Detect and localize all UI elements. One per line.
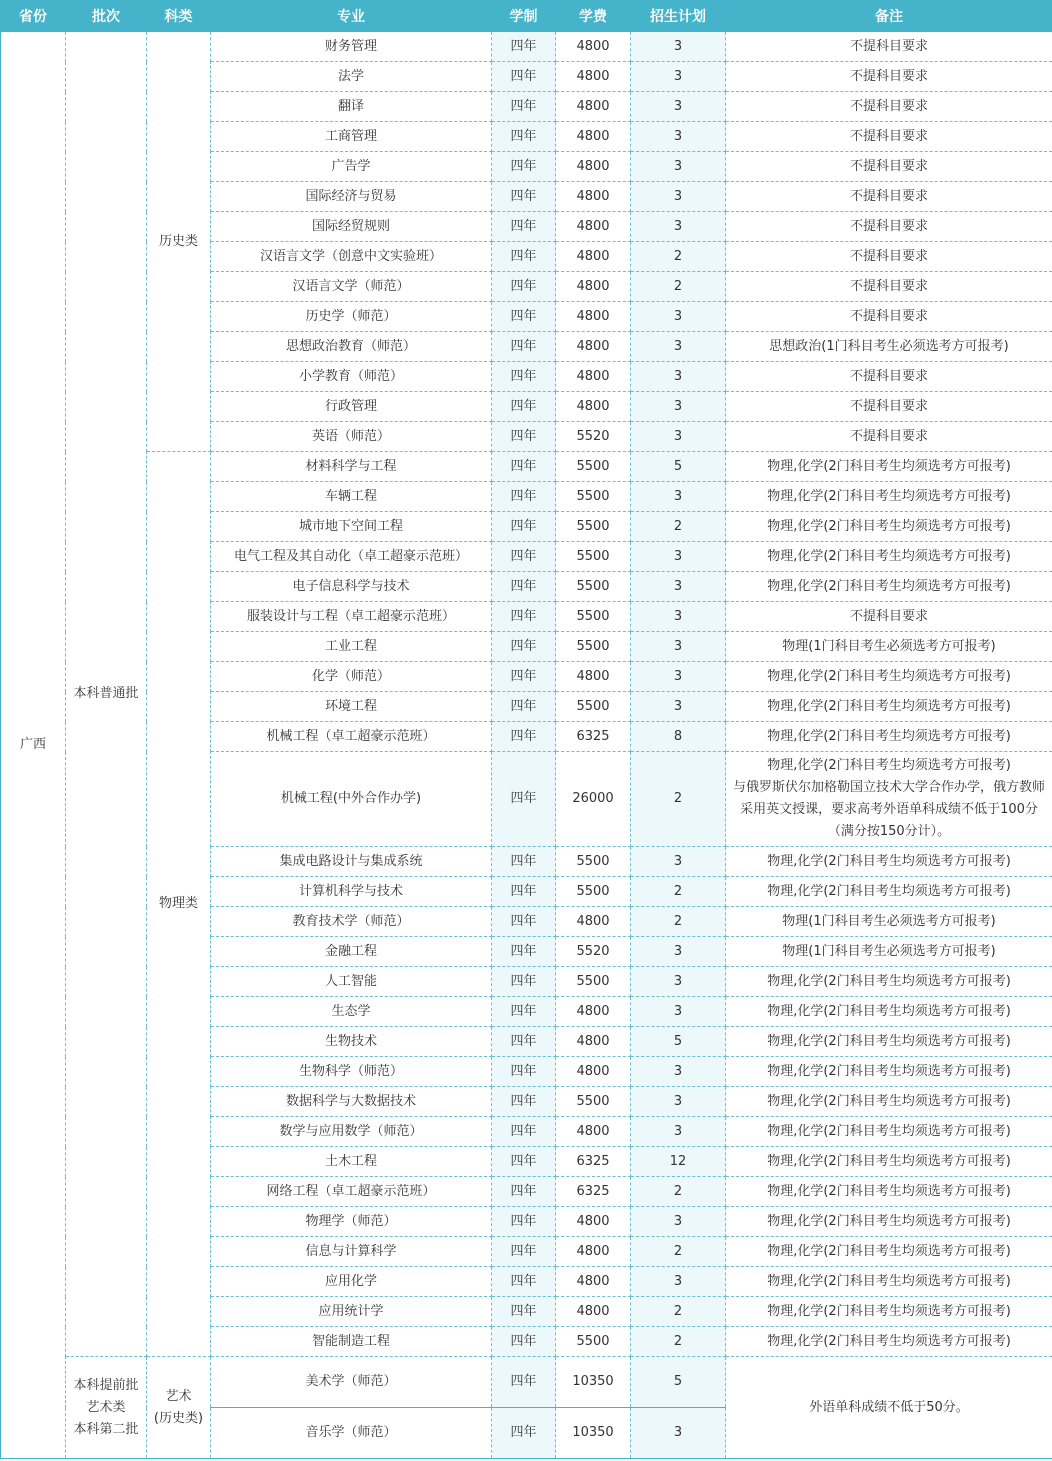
major-cell: 生物科学（师范）: [211, 1057, 492, 1087]
major-cell: 法学: [211, 62, 492, 92]
years-cell: 四年: [492, 1087, 556, 1117]
note-cell-multiline-line: 物理,化学(2门科目考生均须选考方可报考): [767, 758, 1011, 773]
plan-cell: 2: [631, 1327, 726, 1357]
plan-cell: 3: [631, 392, 726, 422]
plan-cell: 3: [631, 1207, 726, 1237]
fee-cell: 4800: [556, 32, 631, 62]
note-cell: 思想政治(1门科目考生必须选考方可报考): [726, 332, 1052, 362]
years-cell: 四年: [492, 1117, 556, 1147]
fee-cell: 5500: [556, 877, 631, 907]
major-cell: 生物技术: [211, 1027, 492, 1057]
fee-cell: 5500: [556, 452, 631, 482]
batch-art-cell-line: 艺术类: [86, 1399, 126, 1415]
plan-cell: 3: [631, 332, 726, 362]
plan-cell: 3: [631, 662, 726, 692]
plan-cell: 3: [631, 212, 726, 242]
major-cell: 广告学: [211, 152, 492, 182]
years-cell: 四年: [492, 122, 556, 152]
major-cell: 物理学（师范）: [211, 1207, 492, 1237]
plan-cell: 3: [631, 152, 726, 182]
note-cell: 不提科目要求: [726, 212, 1052, 242]
header-plan: 招生计划: [631, 1, 726, 32]
batch-art-cell: [66, 1357, 147, 1459]
note-cell: 物理,化学(2门科目考生均须选考方可报考): [726, 662, 1052, 692]
fee-cell: 4800: [556, 997, 631, 1027]
batch-art-cell-line: 本科提前批: [73, 1377, 139, 1393]
plan-cell: 3: [631, 422, 726, 452]
plan-cell: 3: [631, 1267, 726, 1297]
fee-cell: 5500: [556, 572, 631, 602]
years-cell: 四年: [492, 182, 556, 212]
note-cell: 物理,化学(2门科目考生均须选考方可报考): [726, 1237, 1052, 1267]
fee-cell: 26000: [556, 752, 631, 847]
batch-art-cell-line: 本科第二批: [73, 1421, 139, 1437]
major-cell: 汉语言文学（创意中文实验班）: [211, 242, 492, 272]
header-years: 学制: [492, 1, 556, 32]
major-cell: 应用统计学: [211, 1297, 492, 1327]
note-cell-multiline-line: 与俄罗斯伏尔加格勒国立技术大学合作办学，俄方教师: [732, 780, 1045, 795]
plan-cell: 3: [631, 1117, 726, 1147]
note-cell: 物理(1门科目考生必须选考方可报考): [726, 632, 1052, 662]
fee-cell: 4800: [556, 242, 631, 272]
note-cell: 物理,化学(2门科目考生均须选考方可报考): [726, 1147, 1052, 1177]
fee-cell: 4800: [556, 92, 631, 122]
note-cell: 物理,化学(2门科目考生均须选考方可报考): [726, 847, 1052, 877]
plan-cell: 2: [631, 1237, 726, 1267]
note-cell: 物理,化学(2门科目考生均须选考方可报考): [726, 1207, 1052, 1237]
fee-cell: 4800: [556, 272, 631, 302]
note-cell: 物理(1门科目考生必须选考方可报考): [726, 907, 1052, 937]
major-cell: 电子信息科学与技术: [211, 572, 492, 602]
fee-cell: 4800: [556, 182, 631, 212]
years-cell: 四年: [492, 877, 556, 907]
category-physics-cell: 物理类: [147, 452, 211, 1357]
years-cell: 四年: [492, 907, 556, 937]
major-cell: 城市地下空间工程: [211, 512, 492, 542]
years-cell: 四年: [492, 332, 556, 362]
years-cell: 四年: [492, 272, 556, 302]
fee-cell: 5500: [556, 512, 631, 542]
years-cell: 四年: [492, 242, 556, 272]
note-cell: 物理,化学(2门科目考生均须选考方可报考): [726, 692, 1052, 722]
plan-cell: 3: [631, 1408, 726, 1459]
note-cell: 物理,化学(2门科目考生均须选考方可报考): [726, 482, 1052, 512]
major-cell: 信息与计算科学: [211, 1237, 492, 1267]
plan-cell: 3: [631, 32, 726, 62]
category-art-cell-line: (历史类): [153, 1410, 204, 1426]
major-cell: 国际经济与贸易: [211, 182, 492, 212]
fee-cell: 5520: [556, 937, 631, 967]
fee-cell: 5500: [556, 1327, 631, 1357]
fee-cell: 5520: [556, 422, 631, 452]
years-cell: 四年: [492, 1207, 556, 1237]
fee-cell: 4800: [556, 1117, 631, 1147]
note-cell: 不提科目要求: [726, 92, 1052, 122]
note-cell-multiline-line: 采用英文授课，要求高考外语单科成绩不低于100分: [740, 802, 1038, 817]
note-cell: 物理,化学(2门科目考生均须选考方可报考): [726, 722, 1052, 752]
plan-cell: 3: [631, 122, 726, 152]
fee-cell: 4800: [556, 122, 631, 152]
fee-cell: 5500: [556, 1087, 631, 1117]
fee-cell: 5500: [556, 602, 631, 632]
note-cell: 物理,化学(2门科目考生均须选考方可报考): [726, 1267, 1052, 1297]
major-cell: 集成电路设计与集成系统: [211, 847, 492, 877]
plan-cell: 2: [631, 752, 726, 847]
note-cell-multiline-line: （满分按150分计）。: [827, 824, 951, 839]
years-cell: 四年: [492, 302, 556, 332]
plan-cell: 2: [631, 1177, 726, 1207]
years-cell: 四年: [492, 1297, 556, 1327]
fee-cell: 4800: [556, 152, 631, 182]
note-cell: 不提科目要求: [726, 602, 1052, 632]
years-cell: 四年: [492, 62, 556, 92]
years-cell: 四年: [492, 632, 556, 662]
category-history-cell: 历史类: [147, 32, 211, 452]
major-cell: 计算机科学与技术: [211, 877, 492, 907]
years-cell: 四年: [492, 542, 556, 572]
note-cell: 物理(1门科目考生必须选考方可报考): [726, 937, 1052, 967]
major-cell: 思想政治教育（师范）: [211, 332, 492, 362]
years-cell: 四年: [492, 662, 556, 692]
note-cell: 不提科目要求: [726, 302, 1052, 332]
note-cell: 不提科目要求: [726, 62, 1052, 92]
plan-cell: 2: [631, 877, 726, 907]
header-batch: 批次: [66, 1, 147, 32]
plan-cell: 3: [631, 692, 726, 722]
major-cell: 数学与应用数学（师范）: [211, 1117, 492, 1147]
major-cell: 电气工程及其自动化（卓工超豪示范班）: [211, 542, 492, 572]
major-cell: 土木工程: [211, 1147, 492, 1177]
fee-cell: 6325: [556, 1147, 631, 1177]
years-cell: 四年: [492, 152, 556, 182]
major-cell: 环境工程: [211, 692, 492, 722]
note-cell: 物理,化学(2门科目考生均须选考方可报考): [726, 542, 1052, 572]
years-cell: 四年: [492, 1327, 556, 1357]
note-cell: 不提科目要求: [726, 392, 1052, 422]
years-cell: 四年: [492, 752, 556, 847]
plan-cell: 3: [631, 482, 726, 512]
fee-cell: 4800: [556, 1267, 631, 1297]
fee-cell: 4800: [556, 1207, 631, 1237]
major-cell: 网络工程（卓工超豪示范班）: [211, 1177, 492, 1207]
note-cell: 物理,化学(2门科目考生均须选考方可报考): [726, 512, 1052, 542]
years-cell: 四年: [492, 1237, 556, 1267]
fee-cell: 4800: [556, 362, 631, 392]
note-cell: 物理,化学(2门科目考生均须选考方可报考): [726, 967, 1052, 997]
plan-cell: 3: [631, 937, 726, 967]
note-cell: 不提科目要求: [726, 182, 1052, 212]
major-cell: 国际经贸规则: [211, 212, 492, 242]
major-cell: 车辆工程: [211, 482, 492, 512]
header-note: 备注: [726, 1, 1052, 32]
note-cell: 物理,化学(2门科目考生均须选考方可报考): [726, 1027, 1052, 1057]
fee-cell: 5500: [556, 632, 631, 662]
fee-cell: 4800: [556, 62, 631, 92]
years-cell: 四年: [492, 422, 556, 452]
years-cell: 四年: [492, 362, 556, 392]
plan-cell: 3: [631, 997, 726, 1027]
plan-cell: 3: [631, 362, 726, 392]
header-category: 科类: [147, 1, 211, 32]
note-cell: 物理,化学(2门科目考生均须选考方可报考): [726, 877, 1052, 907]
plan-cell: 2: [631, 242, 726, 272]
note-cell: 不提科目要求: [726, 152, 1052, 182]
fee-cell: 4800: [556, 1237, 631, 1267]
plan-cell: 2: [631, 907, 726, 937]
note-cell: 物理,化学(2门科目考生均须选考方可报考): [726, 1327, 1052, 1357]
major-cell: 翻译: [211, 92, 492, 122]
plan-cell: 5: [631, 452, 726, 482]
major-cell: 智能制造工程: [211, 1327, 492, 1357]
years-cell: 四年: [492, 997, 556, 1027]
note-cell: 物理,化学(2门科目考生均须选考方可报考): [726, 1057, 1052, 1087]
major-cell: 生态学: [211, 997, 492, 1027]
fee-cell: 5500: [556, 482, 631, 512]
fee-cell: 5500: [556, 542, 631, 572]
major-cell: 工业工程: [211, 632, 492, 662]
plan-cell: 5: [631, 1357, 726, 1408]
province-cell: 广西: [1, 32, 66, 1459]
major-cell: 服装设计与工程（卓工超豪示范班）: [211, 602, 492, 632]
note-cell: 物理,化学(2门科目考生均须选考方可报考): [726, 1117, 1052, 1147]
fee-cell: 5500: [556, 967, 631, 997]
batch-cell: 本科普通批: [66, 32, 147, 1357]
plan-cell: 3: [631, 967, 726, 997]
plan-cell: 2: [631, 272, 726, 302]
plan-cell: 2: [631, 512, 726, 542]
years-cell: 四年: [492, 32, 556, 62]
table-row-art: [1, 1357, 1052, 1408]
years-cell: 四年: [492, 847, 556, 877]
years-cell: 四年: [492, 1057, 556, 1087]
major-cell: 美术学（师范）: [211, 1357, 492, 1408]
plan-cell: 3: [631, 1087, 726, 1117]
fee-cell: 4800: [556, 662, 631, 692]
fee-cell: 10350: [556, 1357, 631, 1408]
fee-cell: 4800: [556, 332, 631, 362]
plan-cell: 3: [631, 62, 726, 92]
fee-cell: 5500: [556, 847, 631, 877]
major-cell: 数据科学与大数据技术: [211, 1087, 492, 1117]
years-cell: 四年: [492, 967, 556, 997]
category-art-cell-line: 艺术: [165, 1388, 192, 1404]
plan-cell: 3: [631, 302, 726, 332]
note-cell: 不提科目要求: [726, 362, 1052, 392]
years-cell: 四年: [492, 692, 556, 722]
header-province: 省份: [1, 1, 66, 32]
table-header-row: [1, 1, 1052, 32]
note-cell: 不提科目要求: [726, 272, 1052, 302]
fee-cell: 4800: [556, 1297, 631, 1327]
fee-cell: 4800: [556, 302, 631, 332]
header-fee: 学费: [556, 1, 631, 32]
years-cell: 四年: [492, 1408, 556, 1459]
fee-cell: 6325: [556, 722, 631, 752]
plan-cell: 3: [631, 542, 726, 572]
plan-cell: 3: [631, 602, 726, 632]
major-cell: 人工智能: [211, 967, 492, 997]
note-cell: 物理,化学(2门科目考生均须选考方可报考): [726, 452, 1052, 482]
major-cell: 机械工程(中外合作办学): [211, 752, 492, 847]
major-cell: 音乐学（师范）: [211, 1408, 492, 1459]
plan-cell: 3: [631, 92, 726, 122]
fee-cell: 4800: [556, 907, 631, 937]
plan-cell: 3: [631, 182, 726, 212]
years-cell: 四年: [492, 1027, 556, 1057]
table-row: [1, 32, 1052, 62]
table-body: [1, 32, 1052, 1459]
plan-cell: 3: [631, 632, 726, 662]
years-cell: 四年: [492, 722, 556, 752]
fee-cell: 10350: [556, 1408, 631, 1459]
fee-cell: 4800: [556, 1057, 631, 1087]
header-major: 专业: [211, 1, 492, 32]
major-cell: 财务管理: [211, 32, 492, 62]
plan-cell: 12: [631, 1147, 726, 1177]
years-cell: 四年: [492, 1147, 556, 1177]
note-cell: 物理,化学(2门科目考生均须选考方可报考): [726, 997, 1052, 1027]
years-cell: 四年: [492, 937, 556, 967]
years-cell: 四年: [492, 92, 556, 122]
years-cell: 四年: [492, 212, 556, 242]
note-cell: 物理,化学(2门科目考生均须选考方可报考): [726, 572, 1052, 602]
category-art-cell: [147, 1357, 211, 1459]
fee-cell: 4800: [556, 392, 631, 422]
years-cell: 四年: [492, 392, 556, 422]
plan-cell: 8: [631, 722, 726, 752]
major-cell: 历史学（师范）: [211, 302, 492, 332]
major-cell: 教育技术学（师范）: [211, 907, 492, 937]
fee-cell: 6325: [556, 1177, 631, 1207]
major-cell: 金融工程: [211, 937, 492, 967]
art-note-cell: 外语单科成绩不低于50分。: [726, 1357, 1052, 1459]
major-cell: 英语（师范）: [211, 422, 492, 452]
years-cell: 四年: [492, 482, 556, 512]
fee-cell: 5500: [556, 692, 631, 722]
note-cell: 不提科目要求: [726, 422, 1052, 452]
plan-cell: 3: [631, 1057, 726, 1087]
major-cell: 化学（师范）: [211, 662, 492, 692]
major-cell: 汉语言文学（师范）: [211, 272, 492, 302]
note-cell: 不提科目要求: [726, 242, 1052, 272]
major-cell: 工商管理: [211, 122, 492, 152]
plan-cell: 5: [631, 1027, 726, 1057]
years-cell: 四年: [492, 452, 556, 482]
note-cell-multiline: [726, 752, 1052, 847]
years-cell: 四年: [492, 512, 556, 542]
table-row: [1, 452, 1052, 482]
fee-cell: 4800: [556, 1027, 631, 1057]
years-cell: 四年: [492, 1357, 556, 1408]
major-cell: 小学教育（师范）: [211, 362, 492, 392]
plan-cell: 3: [631, 572, 726, 602]
years-cell: 四年: [492, 602, 556, 632]
note-cell: 物理,化学(2门科目考生均须选考方可报考): [726, 1297, 1052, 1327]
fee-cell: 4800: [556, 212, 631, 242]
years-cell: 四年: [492, 572, 556, 602]
major-cell: 机械工程（卓工超豪示范班）: [211, 722, 492, 752]
note-cell: 不提科目要求: [726, 32, 1052, 62]
note-cell: 物理,化学(2门科目考生均须选考方可报考): [726, 1177, 1052, 1207]
major-cell: 材料科学与工程: [211, 452, 492, 482]
major-cell: 行政管理: [211, 392, 492, 422]
plan-cell: 3: [631, 847, 726, 877]
plan-cell: 2: [631, 1297, 726, 1327]
years-cell: 四年: [492, 1177, 556, 1207]
note-cell: 物理,化学(2门科目考生均须选考方可报考): [726, 1087, 1052, 1117]
note-cell: 不提科目要求: [726, 122, 1052, 152]
major-cell: 应用化学: [211, 1267, 492, 1297]
years-cell: 四年: [492, 1267, 556, 1297]
